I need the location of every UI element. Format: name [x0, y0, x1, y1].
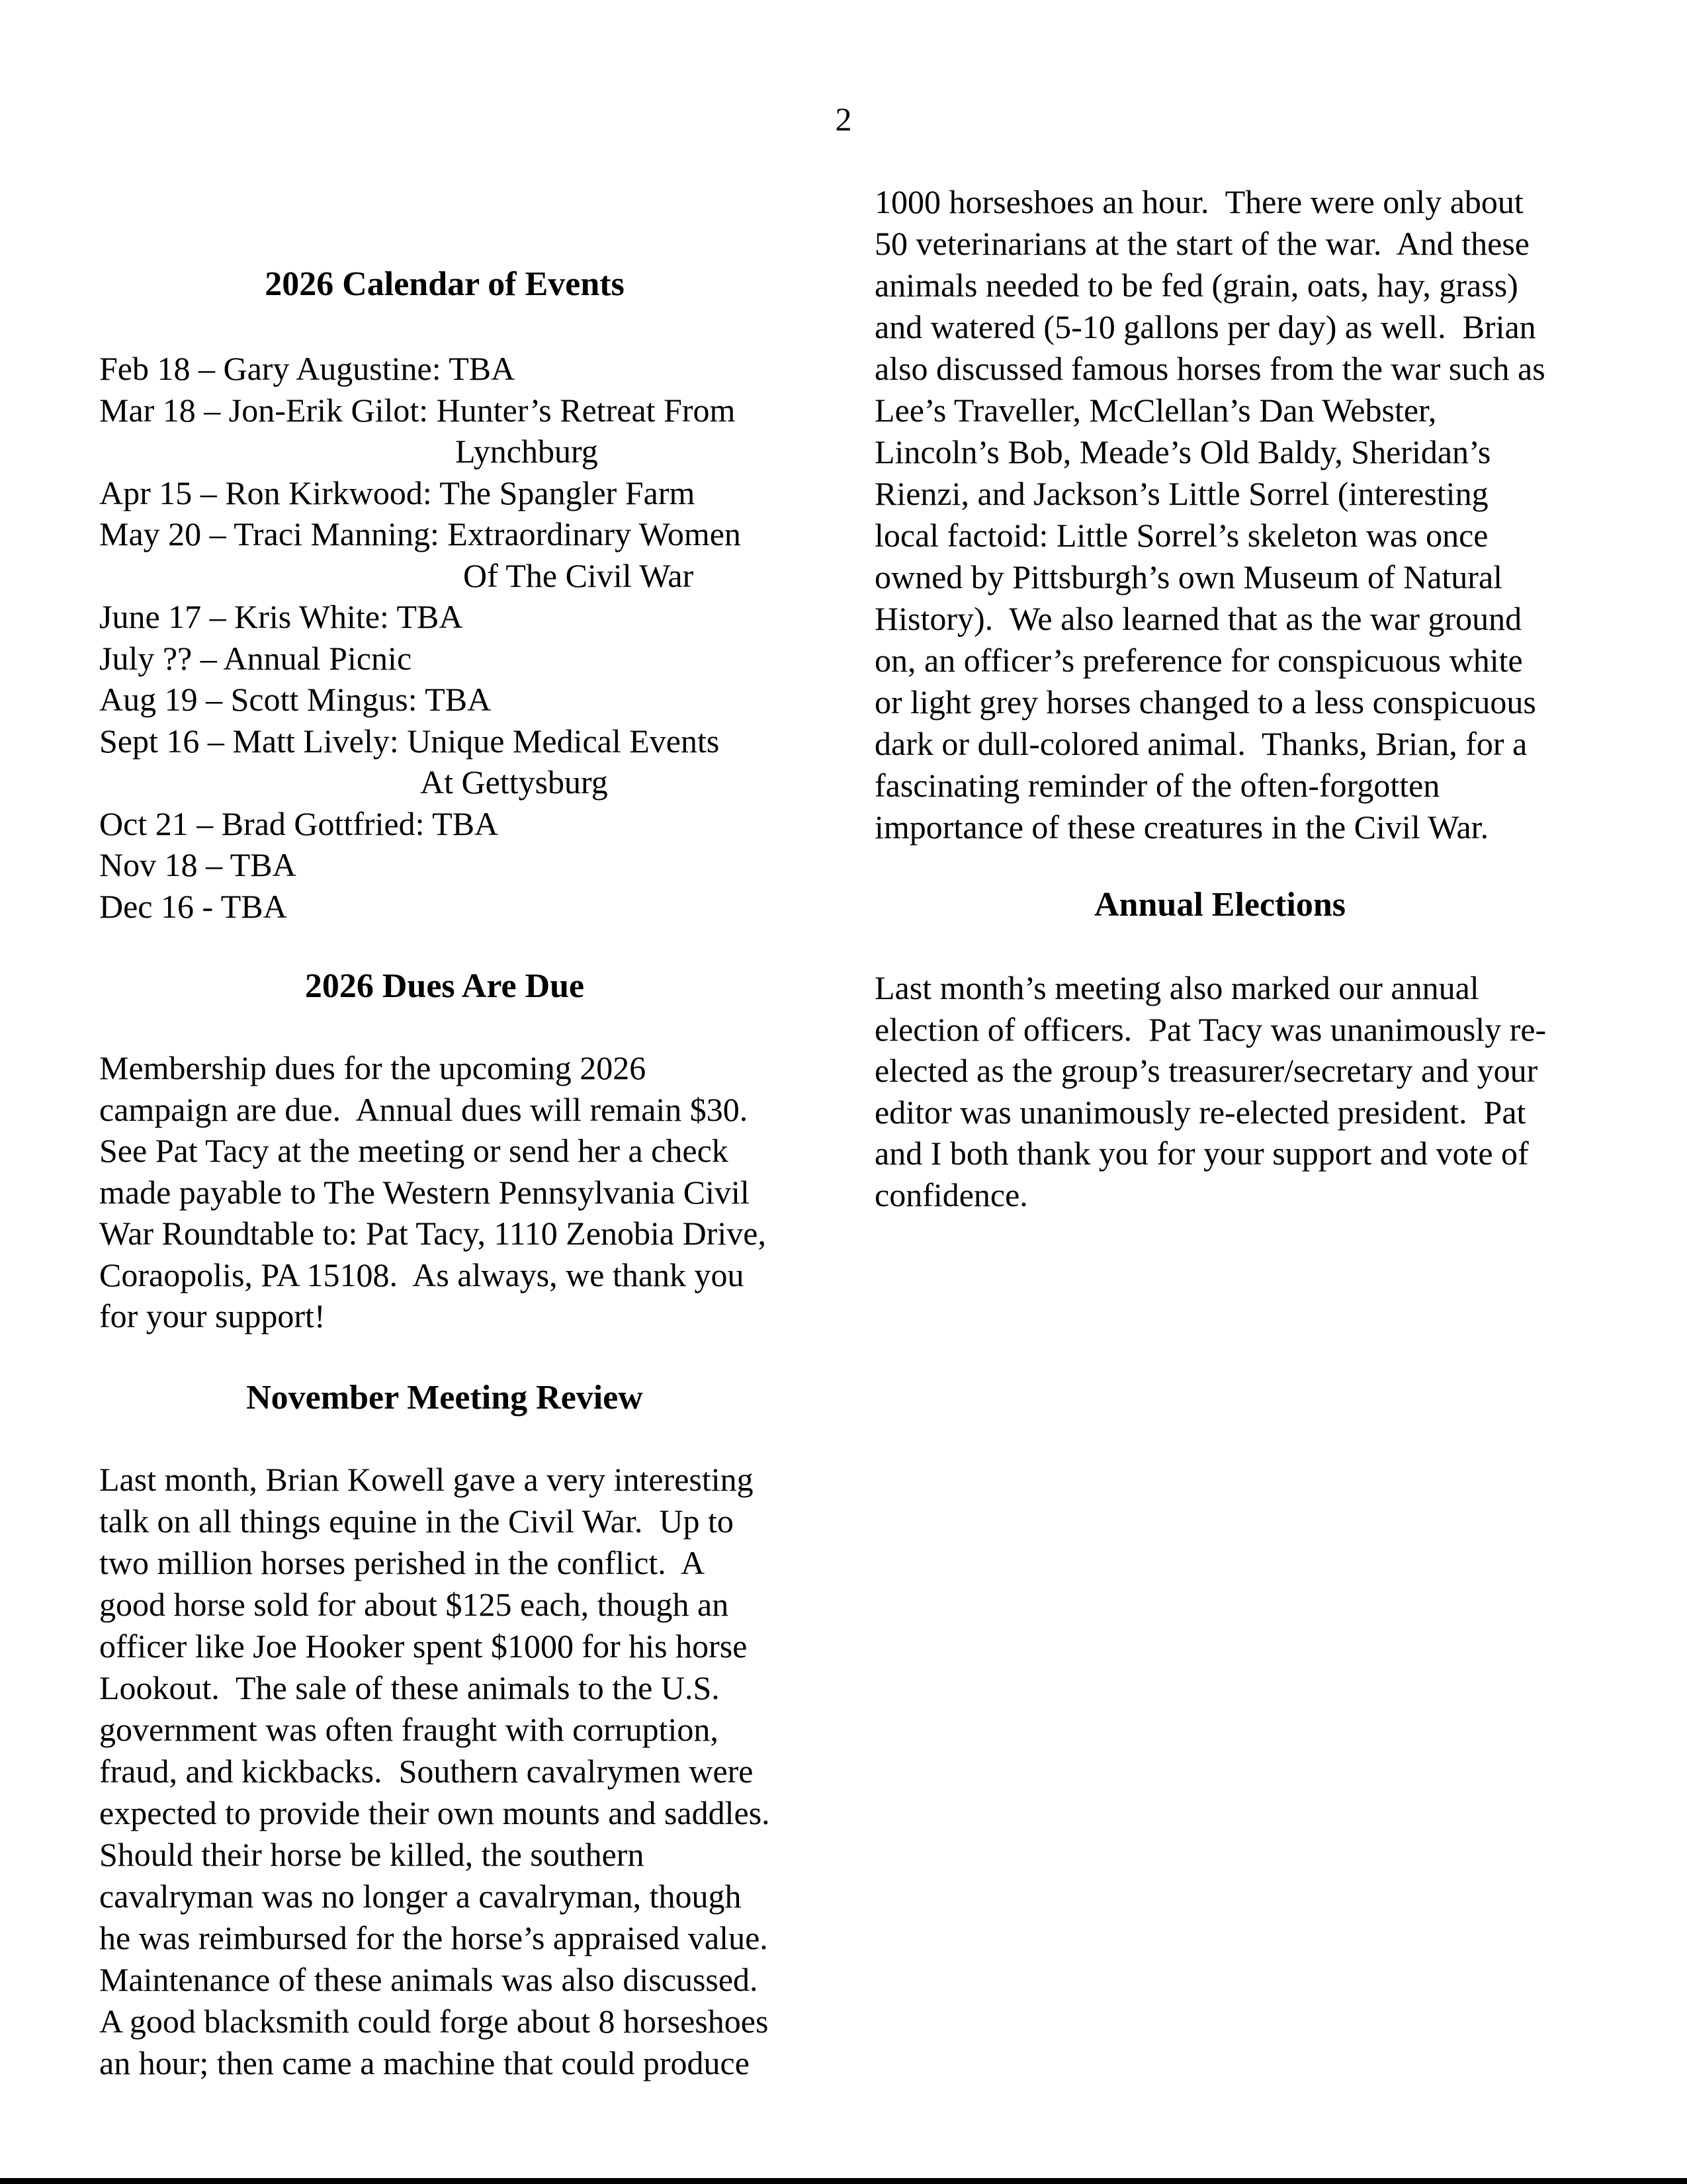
review-continuation-line: and watered (5-10 gallons per day) as well. Brian — [875, 308, 1536, 345]
calendar-event-line: At Gettysburg — [420, 764, 608, 801]
november-review-line: Should their horse be killed, the southern — [99, 1836, 644, 1873]
right-column — [875, 0, 1565, 2184]
november-review-line: officer like Joe Hooker spent $1000 for his horse — [99, 1628, 748, 1665]
review-continuation-line: History). We also learned that as the war ground — [875, 600, 1522, 637]
dues-paragraph-line: for your support! — [99, 1297, 325, 1334]
review-continuation-line: animals needed to be fed (grain, oats, hay, grass) — [875, 267, 1518, 304]
november-review-line: an hour; then came a machine that could produce — [99, 2044, 750, 2081]
november-review-line: expected to provide their own mounts and saddles. — [99, 1794, 770, 1831]
november-review-line: Last month, Brian Kowell gave a very interesting — [99, 1461, 754, 1498]
review-continuation-line: 1000 horseshoes an hour. There were only about — [875, 183, 1524, 220]
dues-paragraph-line: See Pat Tacy at the meeting or send her a check — [99, 1132, 728, 1169]
annual-elections-paragraph — [875, 967, 1565, 1215]
annual-elections-line: and I both thank you for your support and vote of — [875, 1135, 1529, 1172]
review-continuation-line: Lincoln’s Bob, Meade’s Old Baldy, Sheridan’s — [875, 433, 1491, 470]
annual-elections-heading: Annual Elections — [1094, 886, 1346, 924]
annual-elections-line: Last month’s meeting also marked our annual — [875, 969, 1479, 1006]
calendar-event-line: Of The Civil War — [463, 556, 694, 594]
calendar-event-line: Feb 18 – Gary Augustine: TBA — [99, 350, 515, 387]
november-review-line: good horse sold for about $125 each, though an — [99, 1586, 729, 1623]
dues-paragraph-line: made payable to The Western Pennsylvania Civil — [99, 1173, 750, 1211]
annual-elections-line: elected as the group’s treasurer/secretary and your — [875, 1052, 1538, 1089]
calendar-event-line: Sept 16 – Matt Lively: Unique Medical Events — [99, 722, 720, 760]
november-review-line: cavalryman was no longer a cavalryman, though — [99, 1878, 742, 1915]
review-continuation-paragraph — [875, 181, 1565, 848]
review-continuation-line: or light grey horses changed to a less conspicuous — [875, 683, 1536, 721]
left-column — [99, 0, 790, 2184]
calendar-event-line: Mar 18 – Jon-Erik Gilot: Hunter’s Retreat From — [99, 391, 736, 429]
november-review-paragraph — [99, 1459, 790, 2084]
annual-elections-line: confidence. — [875, 1176, 1028, 1213]
review-continuation-line: local factoid: Little Sorrel’s skeleton was once — [875, 517, 1489, 554]
calendar-event-line: Aug 19 – Scott Mingus: TBA — [99, 681, 492, 718]
review-continuation-line: fascinating reminder of the often-forgotten — [875, 767, 1440, 804]
november-review-line: Lookout. The sale of these animals to the U.S. — [99, 1669, 720, 1706]
dues-paragraph-line: campaign are due. Annual dues will remain $30. — [99, 1090, 748, 1128]
review-continuation-line: Lee’s Traveller, McClellan’s Dan Webster, — [875, 392, 1437, 429]
review-continuation-line: owned by Pittsburgh’s own Museum of Natural — [875, 558, 1503, 595]
november-review-line: two million horses perished in the conflict. A — [99, 1544, 705, 1581]
review-continuation-line: 50 veterinarians at the start of the war. And these — [875, 225, 1530, 262]
november-review-line: fraud, and kickbacks. Southern cavalrymen were — [99, 1753, 754, 1790]
november-review-line: he was reimbursed for the horse’s appraised value. — [99, 1919, 768, 1956]
dues-paragraph-line: War Roundtable to: Pat Tacy, 1110 Zenobia Drive, — [99, 1215, 766, 1252]
dues-heading: 2026 Dues Are Due — [304, 967, 585, 1005]
review-continuation-line: importance of these creatures in the Civil War. — [875, 808, 1489, 846]
calendar-event-line: Apr 15 – Ron Kirkwood: The Spangler Farm — [99, 474, 695, 511]
november-review-heading: November Meeting Review — [246, 1379, 643, 1417]
dues-paragraph-line: Membership dues for the upcoming 2026 — [99, 1049, 646, 1086]
calendar-event-line: June 17 – Kris White: TBA — [99, 598, 463, 635]
november-review-line: government was often fraught with corruption, — [99, 1711, 718, 1748]
calendar-event-line: Oct 21 – Brad Gottfried: TBA — [99, 805, 499, 842]
dues-paragraph — [99, 1047, 790, 1337]
review-continuation-line: dark or dull-colored animal. Thanks, Brian, for a — [875, 725, 1528, 762]
page-number: 2 — [835, 101, 852, 138]
calendar-event-line: July ?? – Annual Picnic — [99, 639, 412, 677]
page-bottom-scan-bar — [0, 2178, 1687, 2184]
calendar-event-line: May 20 – Traci Manning: Extraordinary Women — [99, 515, 741, 552]
november-review-line: Maintenance of these animals was also discussed. — [99, 1961, 758, 1998]
calendar-event-line: Lynchburg — [455, 433, 598, 470]
annual-elections-line: editor was unanimously re-elected president. Pat — [875, 1093, 1526, 1131]
review-continuation-line: Rienzi, and Jackson’s Little Sorrel (interesting — [875, 475, 1489, 512]
annual-elections-line: election of officers. Pat Tacy was unanimously re- — [875, 1010, 1547, 1048]
review-continuation-line: also discussed famous horses from the war such as — [875, 350, 1545, 387]
november-review-line: A good blacksmith could forge about 8 horseshoes — [99, 2003, 769, 2040]
calendar-event-line: Nov 18 – TBA — [99, 846, 296, 883]
calendar-event-line: Dec 16 - TBA — [99, 887, 287, 925]
calendar-of-events-heading: 2026 Calendar of Events — [265, 265, 625, 303]
dues-paragraph-line: Coraopolis, PA 15108. As always, we thank you — [99, 1256, 744, 1293]
calendar-events-list — [99, 348, 790, 927]
review-continuation-line: on, an officer’s preference for conspicuous white — [875, 642, 1523, 679]
november-review-line: talk on all things equine in the Civil War. Up to — [99, 1503, 734, 1540]
